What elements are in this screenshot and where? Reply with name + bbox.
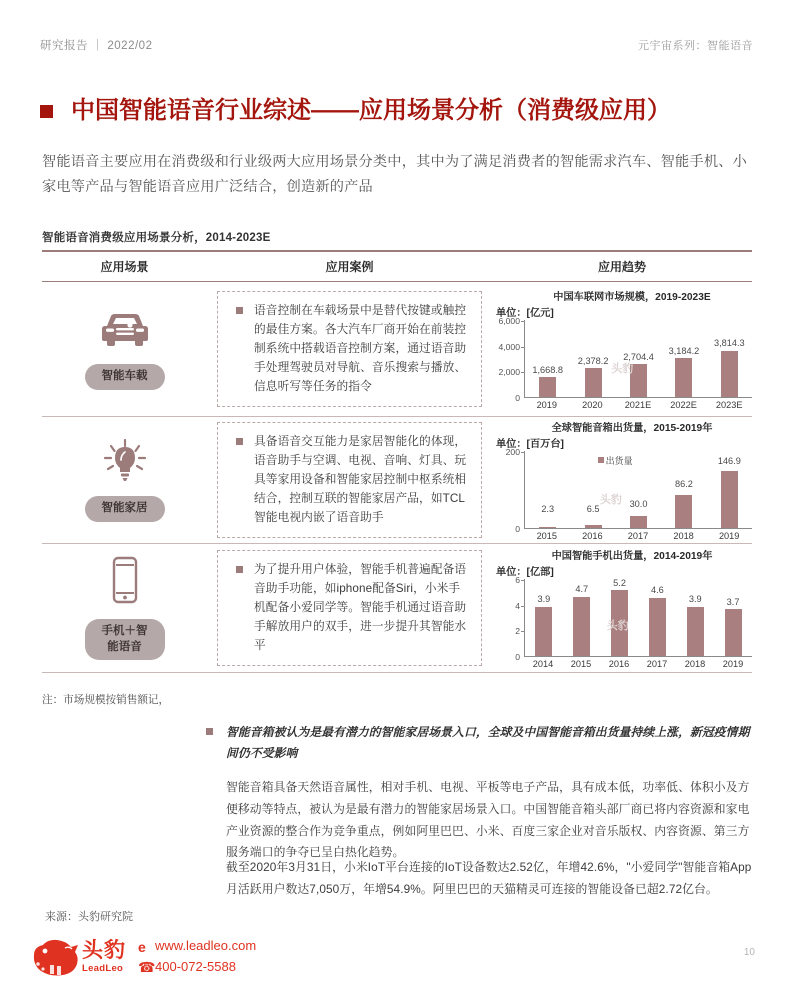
bar [675,358,692,397]
bar-value-label: 3.9 [688,594,702,605]
bar-item [638,579,676,656]
x-tick: 2019 [536,399,558,410]
bar [725,609,742,656]
chart-plot-area [524,451,752,529]
y-tick: 0 [515,651,520,662]
header-series-label: 元宇宙系列：智能语音 [638,40,753,52]
scenario-table [42,250,752,673]
footer-phone[interactable]: 400-072-5588 [155,958,236,974]
bar-value-label: 2.3 [541,504,555,515]
chart-unit-label: 单位：[百万台] [496,438,564,450]
x-tick: 2019 [722,658,744,669]
bar-item [707,451,752,528]
chart-unit-label: 单位：[亿元] [496,307,554,319]
chart-title: 中国车联网市场规模，2019-2023E [553,291,711,303]
chart-x-axis [524,657,752,669]
y-tick: 4,000 [498,341,520,352]
table-header-case: 应用案例 [325,259,374,274]
case-text: 语音控制在车载场景中是替代按键或触控的最佳方案。各大汽车厂商开始在前装控制系统中搭载语音控制方案，通过语音助手处理驾驶员对导航、音乐搜索与播放、信息听写等任务的指令 [254,304,467,394]
case-box [217,291,482,406]
x-tick: 2022E [670,399,697,410]
bullet-icon [236,438,243,445]
chart-x-axis [524,529,752,541]
bar [573,597,590,656]
bar-item [570,451,615,528]
bullet-icon [206,728,213,735]
bar [721,351,738,397]
chart-plot [494,447,752,534]
bar [630,516,647,528]
bar-value-label: 1,668.8 [532,364,564,375]
table-bottom-rule [42,672,752,673]
y-tick: 6,000 [498,316,520,327]
x-tick: 2023E [715,399,743,410]
bar-value-label: 4.6 [651,585,664,596]
chart-y-axis [494,447,524,534]
scenario-cell-car [42,308,207,390]
bullet-icon [236,307,243,314]
chart-y-axis [494,316,524,403]
analysis-paragraph-1: 智能音箱具备天然语音属性，相对手机、电视、平板等电子产品，具有成本低，功率低、体积小及方便移动等特点，被认为是最有潜力的智能家居场景入口。中国智能音箱头部厂商已将内容资源和家电产业资源的整合作为竞争重点，例如阿里巴巴、小米、百度三家企业对音乐版权、内容资源、第三方服务端口的争夺已呈白热化趋势。 [226,780,750,860]
case-box [217,422,482,537]
page-number: 10 [743,947,755,958]
bar-item [661,451,706,528]
x-tick: 2017 [646,658,668,669]
smartphone-icon [105,555,145,612]
case-cell-smarthome [207,422,492,537]
y-tick: 2,000 [498,367,520,378]
bar-item [661,320,706,397]
bar-item [714,579,752,656]
table-row [42,417,752,543]
table-header-scenario: 应用场景 [100,259,149,274]
table-row [42,544,752,672]
x-tick: 2018 [673,530,694,541]
square-bullet-icon [40,105,53,118]
chart-plot [494,575,752,662]
table-header-trend: 应用趋势 [597,259,646,274]
x-tick: 2017 [627,530,649,541]
trend-cell-smarthome [492,419,752,541]
trend-cell-car [492,288,752,410]
case-cell-car [207,291,492,406]
x-tick: 2015 [570,658,592,669]
case-text: 具备语音交互能力是家居智能化的体现，语音助手与空调、电视、音响、灯具、玩具等家用设备和智能家居控制中枢系统相结合，控制互联的智能家居产品，如TCL智能电视内嵌了语音助手 [254,435,467,525]
phone-icon: ☎ [138,959,156,975]
x-tick: 2014 [532,658,554,669]
x-tick: 2020 [582,399,603,410]
bar [585,368,602,397]
bar-value-label: 3.9 [537,594,551,605]
brand-name-en: LeadLeo [82,963,124,974]
table-note: 注：市场规模按销售额记， [42,694,170,706]
watermark: 头豹 [599,493,622,506]
chart-plot [494,316,752,403]
footer-website-line[interactable] [138,937,256,957]
bar-value-label: 4.7 [575,584,589,595]
bar-value-label: 3,814.3 [714,338,745,349]
bar [630,364,647,397]
bar [535,607,552,656]
source-label: 来源：头豹研究院 [45,911,133,923]
legend-label: 出货量 [605,455,633,466]
page-title [40,98,760,124]
page-subtitle: 智能语音主要应用在消费级和行业级两大应用场景分类中，其中为了满足消费者的智能需求汽车、智能手机、小家电等产品与智能语音应用广泛结合，创造新的产品 [42,154,747,195]
analysis-headline [206,722,754,763]
chart-china-smartphone-shipments [492,547,752,669]
chart-unit-label: 单位：[亿部] [496,566,554,578]
table-row [42,282,752,416]
table-header-row [42,252,752,281]
brand-name-cn: 头豹 [82,939,126,962]
scenario-cell-smartphone [42,555,207,660]
chart-bars [525,579,752,656]
internet-explorer-icon: e [138,938,146,955]
bar-item [676,579,714,656]
header-report-label: 研究报告 ｜ 2022/02 [40,40,153,52]
case-box [217,550,482,665]
x-tick: 2019 [718,530,740,541]
bar-value-label: 86.2 [674,479,693,490]
footer-phone-line[interactable] [138,957,256,977]
page-title-text: 中国智能语音行业综述——应用场景分析（消费级应用） [71,97,671,124]
trend-cell-smartphone [492,547,752,669]
bar [539,377,556,397]
footer-website[interactable]: www.leadleo.com [155,938,257,954]
chart-plot-area [524,320,752,398]
bar-value-label: 6.5 [586,504,600,515]
chart-plot-area [524,579,752,657]
bar-item [525,451,570,528]
scenario-pill-label: 智能家居 [85,496,165,522]
x-tick: 2016 [608,658,630,669]
bar-item [616,320,661,397]
bar-item [525,320,570,397]
bar [687,607,704,656]
y-tick: 200 [505,447,520,458]
chart-global-smart-speaker-shipments [492,419,752,541]
y-tick: 2 [515,626,520,637]
bar [721,471,738,528]
bar-item [570,320,615,397]
bullet-icon [236,566,243,573]
y-tick: 4 [515,600,520,611]
bar-item [616,451,661,528]
bar [649,598,666,656]
bar [539,527,556,528]
scenario-pill-label: 智能车载 [85,364,165,390]
bar-value-label: 146.9 [717,456,741,467]
bar-item [707,320,752,397]
bar-value-label: 3.7 [726,596,740,607]
case-text: 为了提升用户体验，智能手机普遍配备语音助手功能，如iphone配备Siri，小米手机配备小爱同学等。智能手机通过语音助手解放用户的双手，进一步提升其智能水平 [254,563,467,653]
bar-value-label: 3,184.2 [668,345,700,356]
bar [611,590,628,655]
watermark: 头豹 [611,362,634,375]
analysis-headline-text: 智能音箱被认为是最有潜力的智能家居场景入口，全球及中国智能音箱出货量持续上涨，新冠疫情期间仍不受影响 [226,725,750,760]
scenario-pill-line1: 手机＋智 [101,625,148,638]
chart-bars [525,451,752,528]
x-tick: 2015 [536,530,558,541]
y-tick: 0 [515,523,520,534]
bar-value-label: 5.2 [613,577,626,588]
scenario-cell-smarthome [42,438,207,522]
scenario-pill-label [85,619,165,660]
bar-item [563,579,601,656]
y-tick: 6 [515,575,520,586]
bar [585,525,602,527]
chart-x-axis [524,398,752,410]
page-header [0,32,793,58]
case-cell-smartphone [207,550,492,665]
analysis-paragraph-2: 截至2020年3月31日，小米IoT平台连接的IoT设备数达2.52亿，年增42.6%，"小爱同学"智能音箱App月活跃用户数达7,050万，年增54.9%。阿里巴巴的天猫精灵可连接的智能设备已超2.72亿台。 [226,860,752,896]
y-tick: 0 [515,392,520,403]
leadleo-leopard-logo-icon [30,935,82,979]
watermark: 头豹 [606,620,629,633]
chart-title: 中国智能手机出货量，2014-2019年 [551,550,713,562]
leadleo-brand [82,940,126,974]
chart-china-iov-market [492,288,752,410]
bar-item [525,579,563,656]
bar-value-label: 2,704.4 [623,351,654,362]
x-tick: 2018 [684,658,706,669]
bar [675,495,692,528]
chart-bars [525,320,752,397]
car-icon [97,308,153,357]
page-footer [30,935,256,979]
chart-title: 全球智能音箱出货量，2015-2019年 [551,422,713,434]
bar-item [601,579,639,656]
exhibit-caption: 智能语音消费级应用场景分析，2014-2023E [42,232,271,244]
x-tick: 2016 [582,530,603,541]
x-tick: 2021E [624,399,652,410]
scenario-pill-line2: 能语音 [107,640,142,653]
lightbulb-icon [100,438,150,489]
chart-y-axis [494,575,524,662]
footer-contact [138,937,256,978]
bar-value-label: 2,378.2 [577,355,609,366]
bar-value-label: 30.0 [629,498,648,509]
